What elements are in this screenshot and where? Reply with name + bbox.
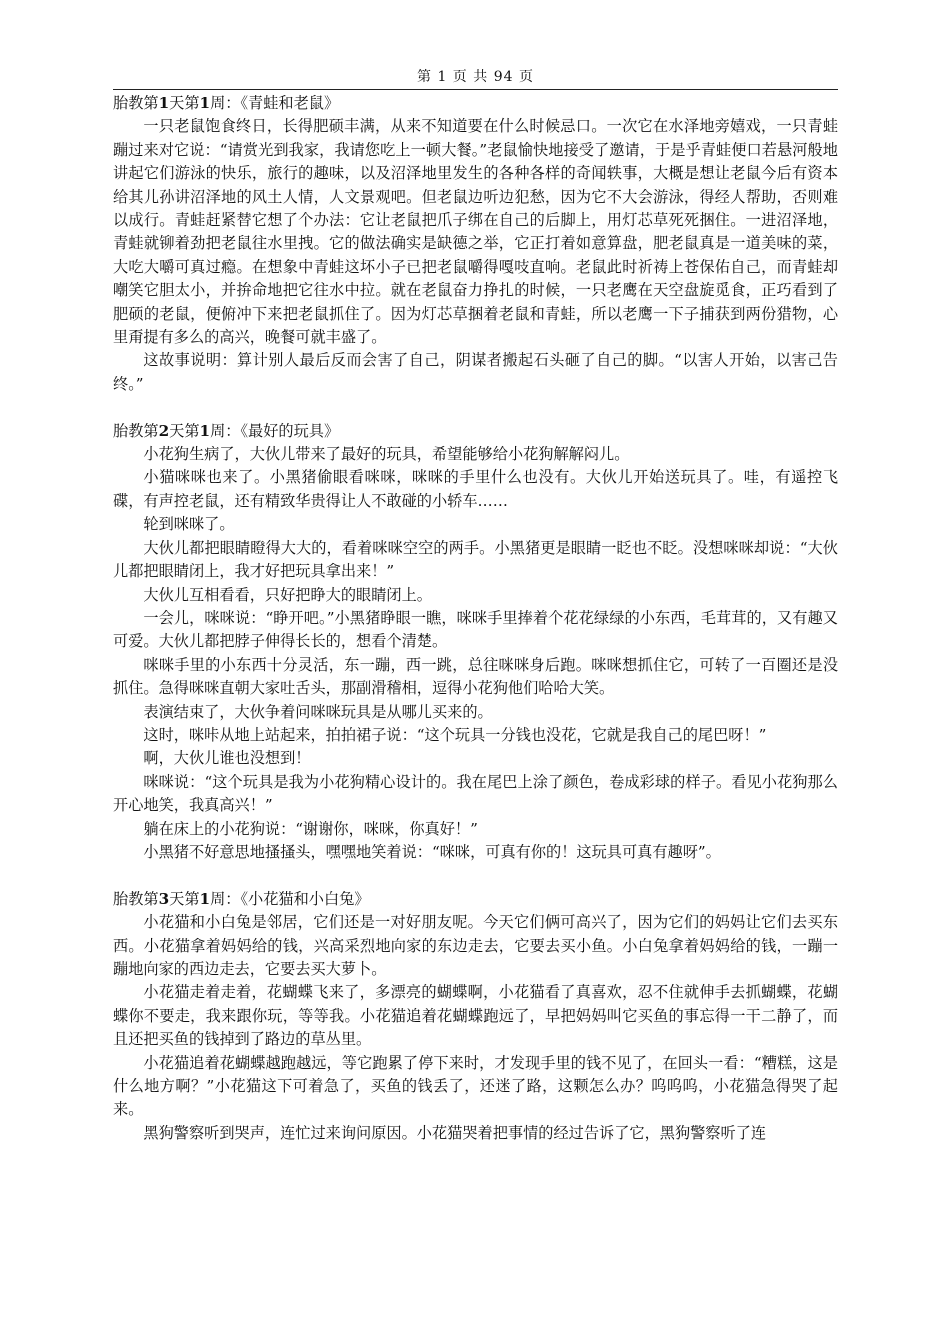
story-heading	[113, 420, 838, 443]
heading-suffix: 周：《最好的玩具》	[210, 421, 340, 440]
story-paragraph: 躺在床上的小花狗说：“谢谢你，咪咪，你真好！”	[143, 819, 478, 838]
story-paragraph: 一只老鼠饱食终日，长得肥硕丰满，从来不知道要在什么时候忌口。一次它在水泽地旁嬉戏，一只青蛙蹦过来对它说：“请赏光到我家，我请您吃上一顿大餐。”老鼠愉快地接受了邀请，于是乎青蛙便口若悬河般地讲起它们游泳的快乐，旅行的趣味，以及沼泽地里发生的各种各样的奇闻轶事，大概是想让老鼠今后有资本给其儿孙讲沼泽地的风土人情，人文景观吧。但老鼠边听边犯愁，因为它不大会游泳，得经人帮助，否则难以成行。青蛙赶紧替它想了个办法：它让老鼠把爪子绑在自己的后脚上，用灯芯草死死捆住。一进沼泽地，青蛙就铆着劲把老鼠往水里拽。它的做法确实是缺德之举，它正打着如意算盘，肥老鼠真是一道美味的菜，大吃大嚼可真过瘾。在想象中青蛙这坏小子已把老鼠嚼得嘎吱直响。老鼠此时祈祷上苍保佑自己，而青蛙却嘲笑它胆太小，并拚命地把它往水中拉。就在老鼠奋力挣扎的时候，一只老鹰在天空盘旋觅食，正巧看到了肥硕的老鼠，便俯冲下来把老鼠抓住了。因为灯芯草捆着老鼠和青蛙，所以老鹰一下子捕获到两份猎物，心里甭提有多么的高兴，晚餐可就丰盛了。	[113, 117, 838, 347]
page-number-label: 第 1 页 共 94 页	[417, 69, 534, 85]
heading-suffix: 周：《青蛙和老鼠》	[210, 94, 340, 112]
story-paragraph: 小花猫追着花蝴蝶越跑越远，等它跑累了停下来时，才发现手里的钱不见了，在回头一看：“糟糕，这是什么地方啊？”小花猫这下可着急了，买鱼的钱丢了，还迷了路，这颗怎么办？呜呜呜，小花猫急得哭了起来。	[113, 1053, 838, 1119]
story-section	[113, 888, 838, 1145]
heading-day: 2	[158, 421, 170, 440]
heading-mid: 天第	[169, 421, 200, 440]
story-paragraph: 这时，咪咔从地上站起来，拍拍裙子说：“这个玩具一分钱也没花，它就是我自己的尾巴呀！”	[143, 725, 767, 744]
story-paragraph: 咪咪手里的小东西十分灵活，东一蹦，西一跳，总往咪咪身后跑。咪咪想抓住它，可转了一百圈还是没抓住。急得咪咪直朝大家吐舌头，那副滑稽相，逗得小花狗他们哈哈大笑。	[113, 655, 838, 698]
story-paragraph: 小花猫和小白兔是邻居，它们还是一对好朋友呢。今天它们俩可高兴了，因为它们的妈妈让它们去买东西。小花猫拿着妈妈给的钱，兴高采烈地向家的东边走去，它要去买小鱼。小白兔拿着妈妈给的钱，一蹦一蹦地向家的西边走去，它要去买大萝卜。	[113, 913, 838, 978]
story-paragraph: 小花狗生病了，大伙儿带来了最好的玩具，希望能够给小花狗解解闷儿。	[143, 445, 630, 464]
story-heading	[113, 92, 838, 115]
heading-prefix: 胎教第	[113, 889, 159, 908]
heading-week: 1	[199, 889, 211, 908]
document-body	[113, 92, 838, 1145]
heading-prefix: 胎教第	[113, 94, 159, 112]
story-paragraph: 大伙儿都把眼睛瞪得大大的，看着咪咪空空的两手。小黑猪更是眼睛一眨也不眨。没想咪咪却说：“大伙儿都把眼睛闭上，我才好把玩具拿出来！”	[113, 538, 838, 581]
header-rule	[113, 89, 838, 90]
story-paragraph: 小黑猪不好意思地搔搔头，嘿嘿地笑着说：“咪咪，可真有你的！这玩具可真有趣呀”。	[143, 842, 721, 861]
heading-day: 3	[158, 889, 170, 908]
story-paragraph: 一会儿，咪咪说：“睁开吧。”小黑猪睁眼一瞧，咪咪手里捧着个花花绿绿的小东西，毛茸茸的，又有趣又可爱。大伙儿都把脖子伸得长长的，想看个清楚。	[113, 608, 838, 651]
story-paragraph: 小花猫走着走着，花蝴蝶飞来了，多漂亮的蝴蝶啊，小花猫看了真喜欢，忍不住就伸手去抓蝴蝶，花蝴蝶你不要走，我来跟你玩，等等我。小花猫追着花蝴蝶跑远了，早把妈妈叫它买鱼的事忘得一干二静了，而且还把买鱼的钱掉到了路边的草丛里。	[113, 983, 838, 1049]
heading-week: 1	[199, 421, 211, 440]
heading-suffix: 周：《小花猫和小白兔》	[210, 889, 370, 908]
heading-mid: 天第	[169, 94, 200, 112]
page-header	[113, 68, 838, 86]
story-paragraph: 啊，大伙儿谁也没想到！	[143, 749, 311, 768]
story-paragraph: 黑狗警察听到哭声，连忙过来询问原因。小花猫哭着把事情的经过告诉了它，黑狗警察听了连	[143, 1123, 767, 1142]
story-paragraph: 小猫咪咪也来了。小黑猪偷眼看咪咪，咪咪的手里什么也没有。大伙儿开始送玩具了。哇，有遥控飞碟，有声控老鼠，还有精致华贵得让人不敢碰的小轿车……	[113, 468, 838, 510]
story-paragraph: 这故事说明：算计别人最后反而会害了自己，阴谋者搬起石头砸了自己的脚。“以害人开始，以害己告终。”	[113, 351, 838, 393]
story-paragraph: 咪咪说：“这个玩具是我为小花狗精心设计的。我在尾巴上涂了颜色，卷成彩球的样子。看见小花狗那么开心地笑，我真高兴！”	[113, 772, 838, 815]
heading-day: 1	[158, 94, 170, 112]
story-paragraph: 大伙儿互相看看，只好把睁大的眼睛闭上。	[143, 585, 432, 604]
story-section	[113, 92, 838, 396]
heading-week: 1	[199, 94, 211, 112]
story-paragraph: 轮到咪咪了。	[143, 515, 235, 534]
story-heading	[113, 888, 838, 911]
heading-prefix: 胎教第	[113, 421, 159, 440]
story-paragraph: 表演结束了，大伙争着问咪咪玩具是从哪儿买来的。	[143, 702, 493, 721]
story-section	[113, 420, 838, 865]
heading-mid: 天第	[169, 889, 200, 908]
